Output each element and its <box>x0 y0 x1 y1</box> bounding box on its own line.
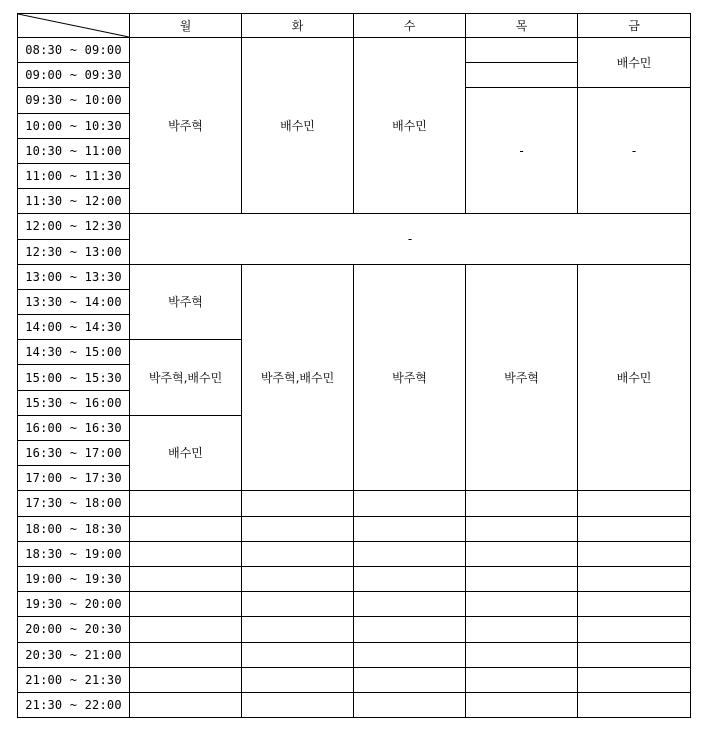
cell-mon-1600: 배수민 <box>130 415 242 491</box>
empty-cell <box>466 491 578 516</box>
empty-cell <box>466 541 578 566</box>
empty-cell <box>242 592 354 617</box>
corner-header-cell <box>18 14 130 38</box>
empty-cell <box>242 491 354 516</box>
time-cell: 15:00 ~ 15:30 <box>18 365 130 390</box>
day-header-tue: 화 <box>242 14 354 38</box>
table-row <box>18 264 691 289</box>
empty-cell <box>354 617 466 642</box>
empty-cell <box>578 617 691 642</box>
table-row <box>18 214 691 239</box>
table-row <box>18 667 691 692</box>
empty-cell <box>242 516 354 541</box>
time-cell: 10:30 ~ 11:00 <box>18 138 130 163</box>
empty-cell <box>354 692 466 717</box>
time-cell: 19:30 ~ 20:00 <box>18 592 130 617</box>
empty-cell <box>466 617 578 642</box>
empty-cell <box>354 566 466 591</box>
day-header-wed: 수 <box>354 14 466 38</box>
cell-mon-1430: 박주혁,배수민 <box>130 340 242 416</box>
empty-cell <box>466 692 578 717</box>
time-cell: 11:30 ~ 12:00 <box>18 189 130 214</box>
empty-cell <box>578 566 691 591</box>
time-cell: 18:00 ~ 18:30 <box>18 516 130 541</box>
cell-wed-morning: 배수민 <box>354 38 466 214</box>
cell-fri-afternoon: 배수민 <box>578 264 691 491</box>
table-row <box>18 592 691 617</box>
cell-mon-1300: 박주혁 <box>130 264 242 340</box>
time-cell: 19:00 ~ 19:30 <box>18 566 130 591</box>
empty-cell <box>578 491 691 516</box>
empty-cell <box>242 617 354 642</box>
time-cell: 14:00 ~ 14:30 <box>18 315 130 340</box>
cell-tue-afternoon: 박주혁,배수민 <box>242 264 354 491</box>
corner-diagonal-line <box>18 14 129 37</box>
time-cell: 15:30 ~ 16:00 <box>18 390 130 415</box>
empty-cell <box>578 516 691 541</box>
empty-cell <box>130 642 242 667</box>
table-row <box>18 642 691 667</box>
table-row <box>18 491 691 516</box>
time-cell: 20:00 ~ 20:30 <box>18 617 130 642</box>
time-cell: 09:00 ~ 09:30 <box>18 63 130 88</box>
cell-thu-afternoon: 박주혁 <box>466 264 578 491</box>
time-cell: 17:00 ~ 17:30 <box>18 466 130 491</box>
day-header-fri: 금 <box>578 14 691 38</box>
empty-cell <box>578 642 691 667</box>
empty-cell <box>578 667 691 692</box>
time-cell: 21:30 ~ 22:00 <box>18 692 130 717</box>
empty-cell <box>242 541 354 566</box>
time-cell: 17:30 ~ 18:00 <box>18 491 130 516</box>
cell-mon-morning: 박주혁 <box>130 38 242 214</box>
time-cell: 13:30 ~ 14:00 <box>18 289 130 314</box>
empty-cell <box>578 692 691 717</box>
time-cell: 09:30 ~ 10:00 <box>18 88 130 113</box>
empty-cell <box>578 541 691 566</box>
empty-cell <box>466 667 578 692</box>
empty-cell <box>130 667 242 692</box>
cell-lunch: - <box>130 214 691 264</box>
time-cell: 14:30 ~ 15:00 <box>18 340 130 365</box>
cell-fri-late-morning: - <box>578 88 691 214</box>
day-header-mon: 월 <box>130 14 242 38</box>
cell-thu-late-morning: - <box>466 88 578 214</box>
empty-cell <box>130 692 242 717</box>
empty-cell <box>466 592 578 617</box>
time-cell: 12:00 ~ 12:30 <box>18 214 130 239</box>
table-row <box>18 38 691 63</box>
empty-cell <box>130 566 242 591</box>
time-cell: 16:00 ~ 16:30 <box>18 415 130 440</box>
empty-cell <box>130 541 242 566</box>
cell-thu-0830 <box>466 38 578 63</box>
cell-thu-0900 <box>466 63 578 88</box>
empty-cell <box>466 566 578 591</box>
empty-cell <box>130 617 242 642</box>
time-cell: 08:30 ~ 09:00 <box>18 38 130 63</box>
empty-cell <box>466 642 578 667</box>
day-header-thu: 목 <box>466 14 578 38</box>
time-cell: 13:00 ~ 13:30 <box>18 264 130 289</box>
cell-fri-early: 배수민 <box>578 38 691 88</box>
empty-cell <box>354 491 466 516</box>
empty-cell <box>466 516 578 541</box>
empty-cell <box>354 516 466 541</box>
empty-cell <box>242 642 354 667</box>
empty-cell <box>130 491 242 516</box>
empty-cell <box>578 592 691 617</box>
empty-cell <box>354 541 466 566</box>
time-cell: 16:30 ~ 17:00 <box>18 441 130 466</box>
time-cell: 18:30 ~ 19:00 <box>18 541 130 566</box>
cell-tue-morning: 배수민 <box>242 38 354 214</box>
schedule-table <box>17 13 691 718</box>
header-row <box>18 14 691 38</box>
empty-cell <box>242 667 354 692</box>
time-cell: 20:30 ~ 21:00 <box>18 642 130 667</box>
empty-cell <box>354 642 466 667</box>
time-cell: 11:00 ~ 11:30 <box>18 163 130 188</box>
empty-cell <box>354 592 466 617</box>
empty-cell <box>242 692 354 717</box>
table-row <box>18 617 691 642</box>
table-row <box>18 541 691 566</box>
table-row <box>18 566 691 591</box>
time-cell: 12:30 ~ 13:00 <box>18 239 130 264</box>
cell-wed-afternoon: 박주혁 <box>354 264 466 491</box>
empty-cell <box>354 667 466 692</box>
time-cell: 21:00 ~ 21:30 <box>18 667 130 692</box>
empty-cell <box>130 592 242 617</box>
time-cell: 10:00 ~ 10:30 <box>18 113 130 138</box>
table-row <box>18 692 691 717</box>
table-row <box>18 516 691 541</box>
empty-cell <box>242 566 354 591</box>
empty-cell <box>130 516 242 541</box>
